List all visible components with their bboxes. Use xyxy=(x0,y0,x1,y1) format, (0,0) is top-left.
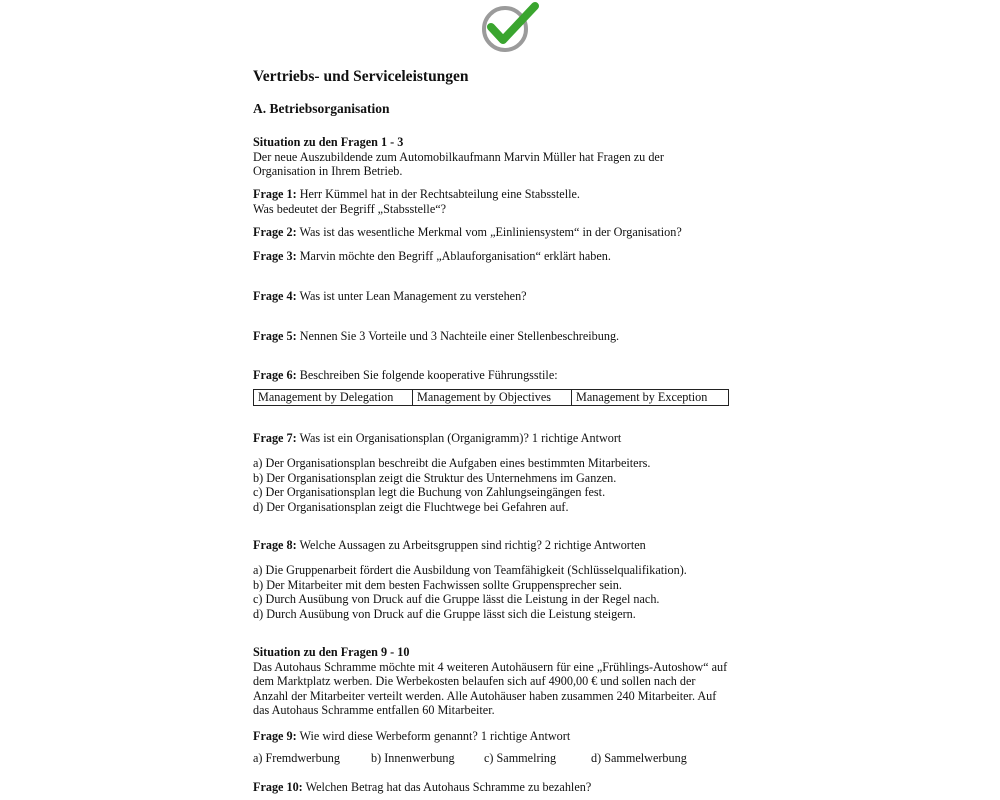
question-label: Frage 7: xyxy=(253,431,297,445)
question-text: Nennen Sie 3 Vorteile und 3 Nachteile einer Stellenbeschreibung. xyxy=(296,329,620,343)
question-label: Frage 1: xyxy=(253,187,297,201)
situation-2 xyxy=(253,645,727,718)
question-1 xyxy=(253,187,580,216)
situation-2-text: dem Marktplatz werben. Die Werbekosten belaufen sich auf 4900,00 € und sollen nach der xyxy=(253,674,696,688)
situation-1-heading: Situation zu den Fragen 1 - 3 xyxy=(253,135,404,149)
question-9-options xyxy=(253,751,687,766)
question-label: Frage 4: xyxy=(253,289,297,303)
situation-1-text: Organisation in Ihrem Betrieb. xyxy=(253,164,403,178)
question-text: Was bedeutet der Begriff „Stabsstelle“? xyxy=(253,201,447,216)
answer-option: b) Innenwerbung xyxy=(371,751,455,765)
table-cell: Management by Delegation xyxy=(254,390,413,406)
section-heading: A. Betriebsorganisation xyxy=(253,101,390,116)
question-label: Frage 8: xyxy=(253,538,297,552)
answer-option: c) Der Organisationsplan legt die Buchung von Zahlungseingängen fest. xyxy=(253,485,606,499)
answer-option: d) Durch Ausübung von Druck auf die Gruppe lässt sich die Leistung steigern. xyxy=(253,606,636,621)
question-text: Welche Aussagen zu Arbeitsgruppen sind richtig? 2 richtige Antworten xyxy=(296,538,646,552)
answer-option: a) Fremdwerbung xyxy=(253,751,340,765)
situation-1-text: Der neue Auszubildende zum Automobilkaufmann Marvin Müller hat Fragen zu der xyxy=(253,149,664,164)
situation-2-text: das Autohaus Schramme entfallen 60 Mitarbeiter. xyxy=(253,703,495,717)
question-label: Frage 10: xyxy=(253,780,303,794)
question-8-options xyxy=(253,563,687,621)
question-label: Frage 6: xyxy=(253,368,297,382)
answer-option: d) Der Organisationsplan zeigt die Fluchtwege bei Gefahren auf. xyxy=(253,499,569,514)
question-label: Frage 5: xyxy=(253,329,297,343)
question-9 xyxy=(253,729,570,744)
question-label: Frage 2: xyxy=(253,225,297,239)
situation-2-text: Anzahl der Mitarbeiter verteilt werden. Alle Autohäuser haben zusammen 240 Mitarbeiter. Auf xyxy=(253,688,717,703)
question-text: Was ist unter Lean Management zu verstehen? xyxy=(296,289,527,303)
situation-2-heading: Situation zu den Fragen 9 - 10 xyxy=(253,645,410,659)
answer-option: a) Der Organisationsplan beschreibt die Aufgaben eines bestimmten Mitarbeiters. xyxy=(253,456,651,470)
table-cell: Management by Exception xyxy=(572,390,729,406)
question-text: Wie wird diese Werbeform genannt? 1 richtige Antwort xyxy=(296,729,571,743)
checkmark-badge-icon xyxy=(479,2,539,54)
question-label: Frage 3: xyxy=(253,249,297,263)
situation-1 xyxy=(253,135,664,179)
question-text: Was ist das wesentliche Merkmal vom „Einliniensystem“ in der Organisation? xyxy=(296,225,682,239)
question-label: Frage 9: xyxy=(253,729,297,743)
question-7-options xyxy=(253,456,650,514)
question-text: Beschreiben Sie folgende kooperative Führungsstile: xyxy=(296,368,558,382)
question-text: Marvin möchte den Begriff „Ablauforganisation“ erklärt haben. xyxy=(296,249,611,263)
table-cell: Management by Objectives xyxy=(413,390,572,406)
answer-option: d) Sammelwerbung xyxy=(591,751,687,765)
question-7 xyxy=(253,431,621,446)
answer-option: b) Der Mitarbeiter mit dem besten Fachwissen sollte Gruppensprecher sein. xyxy=(253,577,622,592)
answer-option: c) Sammelring xyxy=(484,751,557,765)
question-2 xyxy=(253,225,682,240)
question-text: Welchen Betrag hat das Autohaus Schramme zu bezahlen? xyxy=(302,780,592,794)
question-4 xyxy=(253,289,527,304)
question-5 xyxy=(253,329,619,344)
leadership-styles-table xyxy=(253,389,729,406)
answer-option: a) Die Gruppenarbeit fördert die Ausbildung von Teamfähigkeit (Schlüsselqualifikation). xyxy=(253,563,687,577)
answer-option: c) Durch Ausübung von Druck auf die Gruppe lässt die Leistung in der Regel nach. xyxy=(253,592,660,606)
question-10 xyxy=(253,780,591,795)
question-3 xyxy=(253,249,611,264)
question-8 xyxy=(253,538,646,553)
document-title: Vertriebs- und Serviceleistungen xyxy=(253,68,469,85)
question-6 xyxy=(253,368,558,383)
question-text: Was ist ein Organisationsplan (Organigramm)? 1 richtige Antwort xyxy=(296,431,622,445)
situation-2-text: Das Autohaus Schramme möchte mit 4 weiteren Autohäusern für eine „Frühlings-Autoshow“ auf xyxy=(253,659,728,674)
answer-option: b) Der Organisationsplan zeigt die Struktur des Unternehmens im Ganzen. xyxy=(253,470,617,485)
question-text: Herr Kümmel hat in der Rechtsabteilung eine Stabsstelle. xyxy=(296,187,580,201)
